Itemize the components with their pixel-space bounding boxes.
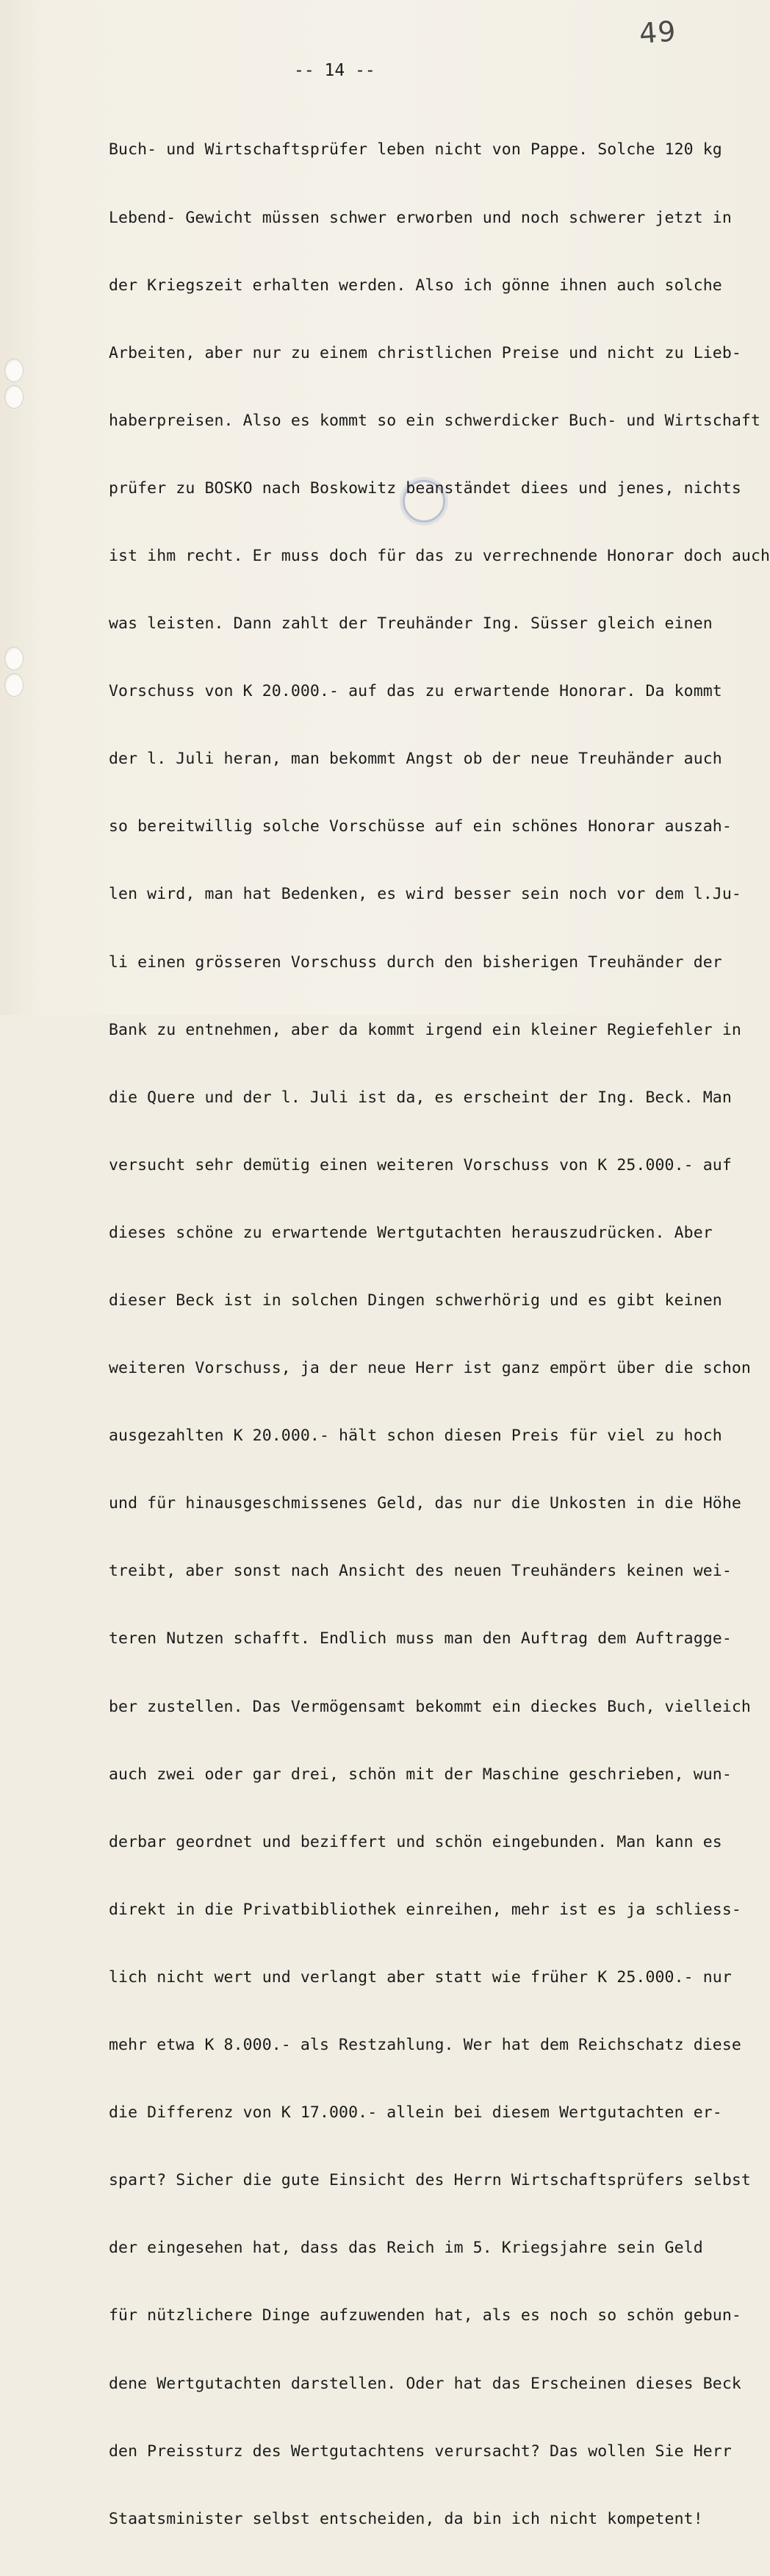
text-line: Buch- und Wirtschaftsprüfer leben nicht von Pappe. Solche 120 kg xyxy=(109,140,722,159)
text-line: der l. Juli heran, man bekommt Angst ob der neue Treuhänder auch xyxy=(109,750,722,769)
text-line: Staatsminister selbst entscheiden, da bin ich nicht kompetent! xyxy=(109,2509,703,2528)
text-line: Bank zu entnehmen, aber da kommt irgend ein kleiner Regiefehler in xyxy=(109,1020,741,1039)
text-line: die Quere und der l. Juli ist da, es erscheint der Ing. Beck. Man xyxy=(109,1088,732,1107)
text-line: li einen grösseren Vorschuss durch den bisherigen Treuhänder der xyxy=(109,952,722,972)
text-line: dieses schöne zu erwartende Wertgutachten herauszudrücken. Aber xyxy=(109,1223,713,1242)
text-line: versucht sehr demütig einen weiteren Vorschuss von K 25.000.- auf xyxy=(109,1155,732,1174)
text-line: ist ihm recht. Er muss doch für das zu verrechnende Honorar doch auch xyxy=(109,546,770,565)
text-line: ausgezahlten K 20.000.- hält schon diesen Preis für viel zu hoch xyxy=(109,1427,722,1446)
text-line: der Kriegszeit erhalten werden. Also ich gönne ihnen auch solche xyxy=(109,276,722,295)
text-line: ber zustellen. Das Vermögensamt bekommt ein dieckes Buch, vielleich xyxy=(109,1697,751,1716)
handwritten-folio-number: 49 xyxy=(638,15,677,50)
text-line: direkt in die Privatbibliothek einreihen, mehr ist es ja schliess- xyxy=(109,1900,741,1919)
text-line: so bereitwillig solche Vorschüsse auf ein schönes Honorar auszah- xyxy=(109,817,732,836)
punch-hole-bottom xyxy=(4,673,24,697)
text-line: die Differenz von K 17.000.- allein bei diesem Wertgutachten er- xyxy=(109,2103,722,2123)
text-line: derbar geordnet und beziffert und schön eingebunden. Man kann es xyxy=(109,1832,722,1851)
text-line: den Preissturz des Wertgutachtens verursacht? Das wollen Sie Herr xyxy=(109,2442,732,2461)
text-line: spart? Sicher die gute Einsicht des Herrn Wirtschaftsprüfers selbst xyxy=(109,2171,751,2190)
text-line: dieser Beck ist in solchen Dingen schwerhörig und es gibt keinen xyxy=(109,1291,722,1310)
text-line: teren Nutzen schafft. Endlich muss man den Auftrag dem Auftragge- xyxy=(109,1629,732,1648)
text-line: lich nicht wert und verlangt aber statt wie früher K 25.000.- nur xyxy=(109,1967,732,1987)
typewritten-body xyxy=(109,94,770,2576)
text-line: dene Wertgutachten darstellen. Oder hat das Erscheinen dieses Beck xyxy=(109,2374,741,2393)
text-line: mehr etwa K 8.000.- als Restzahlung. Wer hat dem Reichschatz diese xyxy=(109,2036,741,2055)
text-line: treibt, aber sonst nach Ansicht des neuen Treuhänders keinen wei- xyxy=(109,1562,732,1581)
text-line: len wird, man hat Bedenken, es wird besser sein noch vor dem l.Ju- xyxy=(109,885,741,904)
text-line: haberpreisen. Also es kommt so ein schwerdicker Buch- und Wirtschaft xyxy=(109,411,760,430)
punch-hole-middle xyxy=(4,385,24,409)
text-line: Lebend- Gewicht müssen schwer erworben und noch schwerer jetzt in xyxy=(109,208,732,227)
punch-hole-lower xyxy=(4,647,24,670)
text-line: prüfer zu BOSKO nach Boskowitz beanständet diees und jenes, nichts xyxy=(109,478,741,498)
text-line: für nützlichere Dinge aufzuwenden hat, als es noch so schön gebun- xyxy=(109,2306,741,2325)
text-line: weiteren Vorschuss, ja der neue Herr ist ganz empört über die schon xyxy=(109,1359,751,1378)
text-line: der eingesehen hat, dass das Reich im 5. Kriegsjahre sein Geld xyxy=(109,2239,703,2258)
text-line: und für hinausgeschmissenes Geld, das nur die Unkosten in die Höhe xyxy=(109,1494,741,1513)
text-line: was leisten. Dann zahlt der Treuhänder Ing. Süsser gleich einen xyxy=(109,614,713,634)
punch-hole-top xyxy=(4,359,24,382)
text-line: Vorschuss von K 20.000.- auf das zu erwartende Honorar. Da kommt xyxy=(109,682,722,701)
text-line: auch zwei oder gar drei, schön mit der Maschine geschrieben, wun- xyxy=(109,1765,732,1784)
text-line: Arbeiten, aber nur zu einem christlichen Preise und nicht zu Lieb- xyxy=(109,343,741,362)
page-number: -- 14 -- xyxy=(294,61,375,80)
